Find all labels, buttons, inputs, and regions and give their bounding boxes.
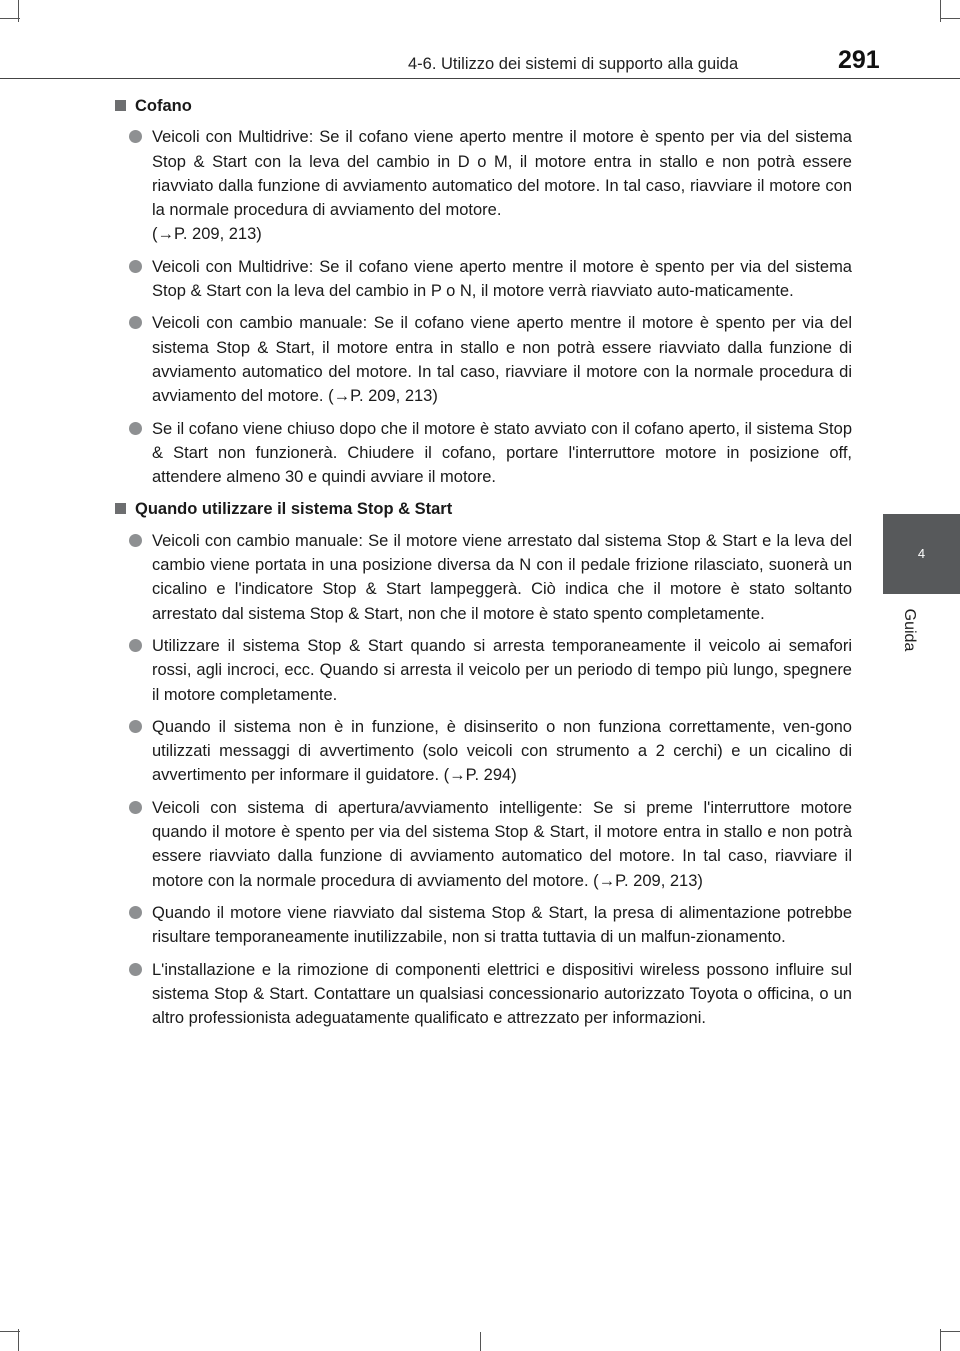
section-title: Quando utilizzare il sistema Stop & Start: [135, 500, 453, 519]
list-item: [112, 125, 852, 246]
list-item: [112, 255, 852, 304]
round-bullet-icon: [129, 639, 142, 652]
section-title: Cofano: [135, 97, 192, 115]
round-bullet-icon: [129, 534, 142, 547]
crop-mark: [480, 1332, 481, 1351]
round-bullet-icon: [129, 260, 142, 273]
page-reference: (→P. 209, 213): [152, 225, 262, 244]
list-item: [112, 958, 852, 1031]
round-bullet-icon: [129, 720, 142, 733]
crop-mark: [0, 1331, 20, 1332]
crop-mark: [940, 1329, 941, 1351]
round-bullet-icon: [129, 130, 142, 143]
list-item: [112, 417, 852, 490]
round-bullet-icon: [129, 316, 142, 329]
page-header-title: 4-6. Utilizzo dei sistemi di supporto alla guida: [408, 55, 739, 73]
crop-mark: [940, 1331, 960, 1332]
list-item-text: Veicoli con cambio manuale: Se il cofano viene aperto mentre il motore è spento per via del sistema Stop & Start, il motore entra in stallo e non potrà essere riavviato dalla funzione di avviamento automatico del motore. In tal caso, riavviare il motore con la normale procedura di avviamento del motore. (→P. 209, 213): [152, 314, 852, 406]
list-item: [112, 901, 852, 950]
page-number: 291: [838, 46, 880, 74]
square-bullet-icon: [115, 503, 126, 514]
list-item: [112, 529, 852, 626]
list-item: [112, 715, 852, 788]
list-item-text: Utilizzare il sistema Stop & Start quando si arresta temporaneamente il veicolo ai semafori rossi, agli incroci, ecc. Quando si arresta il veicolo per un periodo di tempo più lungo, spegnere il motore completamente.: [152, 636, 852, 704]
chapter-number: 4: [917, 546, 926, 561]
list-item: [112, 796, 852, 893]
crop-mark: [940, 18, 960, 19]
crop-mark: [0, 18, 20, 19]
page-content: [112, 94, 852, 1038]
header-divider: [0, 78, 960, 79]
list-item: [112, 311, 852, 408]
list-item-text: Veicoli con sistema di apertura/avviamento intelligente: Se si preme l'interruttore motore quando il motore è spento per via del sistema Stop & Start, il motore entra in stallo e non potrà essere riavviato dalla funzione di avviamento automatico del motore. In tal caso, riavviare il motore con la normale procedura di avviamento del motore. (→P. 209, 213): [152, 798, 852, 890]
section-heading: [112, 94, 852, 118]
crop-mark: [18, 1329, 19, 1351]
list-item-text: Quando il motore viene riavviato dal sistema Stop & Start, la presa di alimentazione potrebbe risultare temporaneamente inutilizzabile, non si tratta tuttavia di un malfun-zionamento.: [152, 903, 852, 947]
square-bullet-icon: [115, 100, 126, 111]
round-bullet-icon: [129, 906, 142, 919]
chapter-label-text: Guida: [901, 608, 918, 652]
list-item-text: Veicoli con cambio manuale: Se il motore viene arrestato dal sistema Stop & Start e la leva del cambio viene portata in una posizione diversa da N con il pedale frizione rilasciato, suonerà un cicalino e l'indicatore Stop & Start lampeggerà. Ciò indica che il motore è stato soltanto arrestato dal sistema Stop & Start, non che il motore è stato spento completamente.: [152, 531, 852, 623]
round-bullet-icon: [129, 963, 142, 976]
chapter-label: [895, 604, 923, 656]
chapter-tab: [883, 514, 960, 594]
list-item: [112, 634, 852, 707]
list-item-text: L'installazione e la rimozione di componenti elettrici e dispositivi wireless possono influire sul sistema Stop & Start. Contattare un qualsiasi concessionario autorizzato Toyota o officina, o un altro professionista adeguatamente qualificato e attrezzato per informazioni.: [152, 960, 852, 1028]
list-item-text: Quando il sistema non è in funzione, è disinserito o non funziona correttamente, ven-gono utilizzati messaggi di avvertimento (solo veicoli con strumento a 2 cerchi) e un cicalino di avvertimento per informare il guidatore. (→P. 294): [152, 717, 852, 785]
round-bullet-icon: [129, 422, 142, 435]
list-item-text: Veicoli con Multidrive: Se il cofano viene aperto mentre il motore è spento per via del sistema Stop & Start con la leva del cambio in P o N, il motore verrà riavviato auto-maticamente.: [152, 257, 852, 301]
list-item-text: Se il cofano viene chiuso dopo che il motore è stato avviato con il cofano aperto, il sistema Stop & Start non funzionerà. Chiudere il cofano, portare l'interruttore motore in posizione off, attendere almeno 30 e quindi avviare il motore.: [152, 419, 852, 487]
list-item-text: Veicoli con Multidrive: Se il cofano viene aperto mentre il motore è spento per via del sistema Stop & Start con la leva del cambio in D o M, il motore entra in stallo e non potrà essere riavviato dalla funzione di avviamento automatico del motore. In tal caso, riavviare il motore con la normale procedura di avviamento del motore.: [152, 128, 852, 220]
round-bullet-icon: [129, 801, 142, 814]
section-heading: [112, 497, 852, 521]
